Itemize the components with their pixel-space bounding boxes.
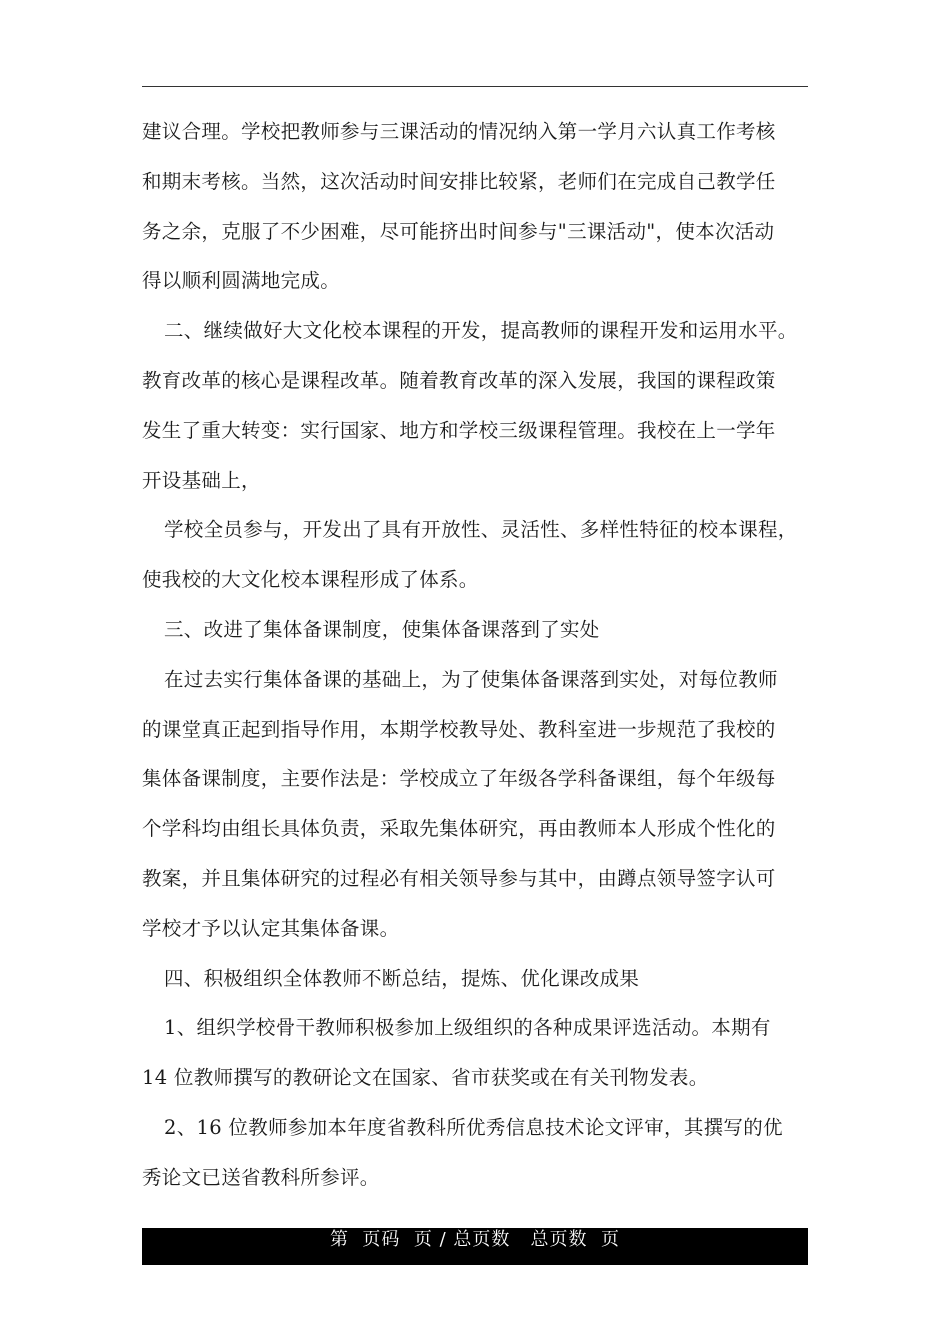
text-line: 的课堂真正起到指导作用，本期学校教导处、教科室进一步规范了我校的: [142, 717, 776, 741]
text-line: 教育改革的核心是课程改革。随着教育改革的深入发展，我国的课程政策: [142, 369, 776, 392]
text-line: 14 位教师撰写的教研论文在国家、省市获奖或在有关刊物发表。: [142, 1066, 709, 1090]
text-line: 学校才予以认定其集体备课。: [142, 916, 400, 940]
text-line: 学校全员参与，开发出了具有开放性、灵活性、多样性特征的校本课程，: [164, 518, 798, 542]
text-line: 个学科均由组长具体负责，采取先集体研究，再由教师本人形成个性化的: [142, 817, 776, 841]
list-item: 1、组织学校骨干教师积极参加上级组织的各种成果评选活动。本期有: [164, 1016, 771, 1040]
text-line: 和期末考核。当然，这次活动时间安排比较紧，老师们在完成自己教学任: [142, 169, 776, 193]
text-line: 发生了重大转变：实行国家、地方和学校三级课程管理。我校在上一学年: [142, 418, 776, 442]
text-line: 教案，并且集体研究的过程必有相关领导参与其中，由蹲点领导签字认可: [142, 867, 776, 890]
text-line: 务之余，克服了不少困难，尽可能挤出时间参与"三课活动"，使本次活动: [142, 219, 775, 243]
text-line: 得以顺利圆满地完成。: [142, 269, 341, 293]
text-line: 在过去实行集体备课的基础上，为了使集体备课落到实处，对每位教师: [164, 667, 778, 691]
page-footer: [142, 1228, 808, 1265]
text-line: 建议合理。学校把教师参与三课活动的情况纳入第一学月六认真工作考核: [142, 120, 776, 143]
text-line: 使我校的大文化校本课程形成了体系。: [142, 568, 479, 592]
text-line: 秀论文已送省教科所参评。: [142, 1165, 380, 1189]
section-heading: 四、积极组织全体教师不断总结，提炼、优化课改成果: [164, 966, 640, 990]
section-heading: 三、改进了集体备课制度，使集体备课落到了实处: [164, 618, 600, 641]
text-line: 集体备课制度，主要作法是：学校成立了年级各学科备课组，每个年级每: [142, 767, 776, 791]
header-rule: [142, 86, 808, 87]
text-line: 开设基础上，: [142, 468, 261, 492]
page-number-text: 第 页码 页 / 总页数 总页数 页: [329, 1229, 620, 1250]
section-heading: 二、继续做好大文化校本课程的开发，提高教师的课程开发和运用水平。: [164, 319, 798, 343]
list-item: 2、16 位教师参加本年度省教科所优秀信息技术论文评审，其撰写的优: [164, 1116, 783, 1139]
